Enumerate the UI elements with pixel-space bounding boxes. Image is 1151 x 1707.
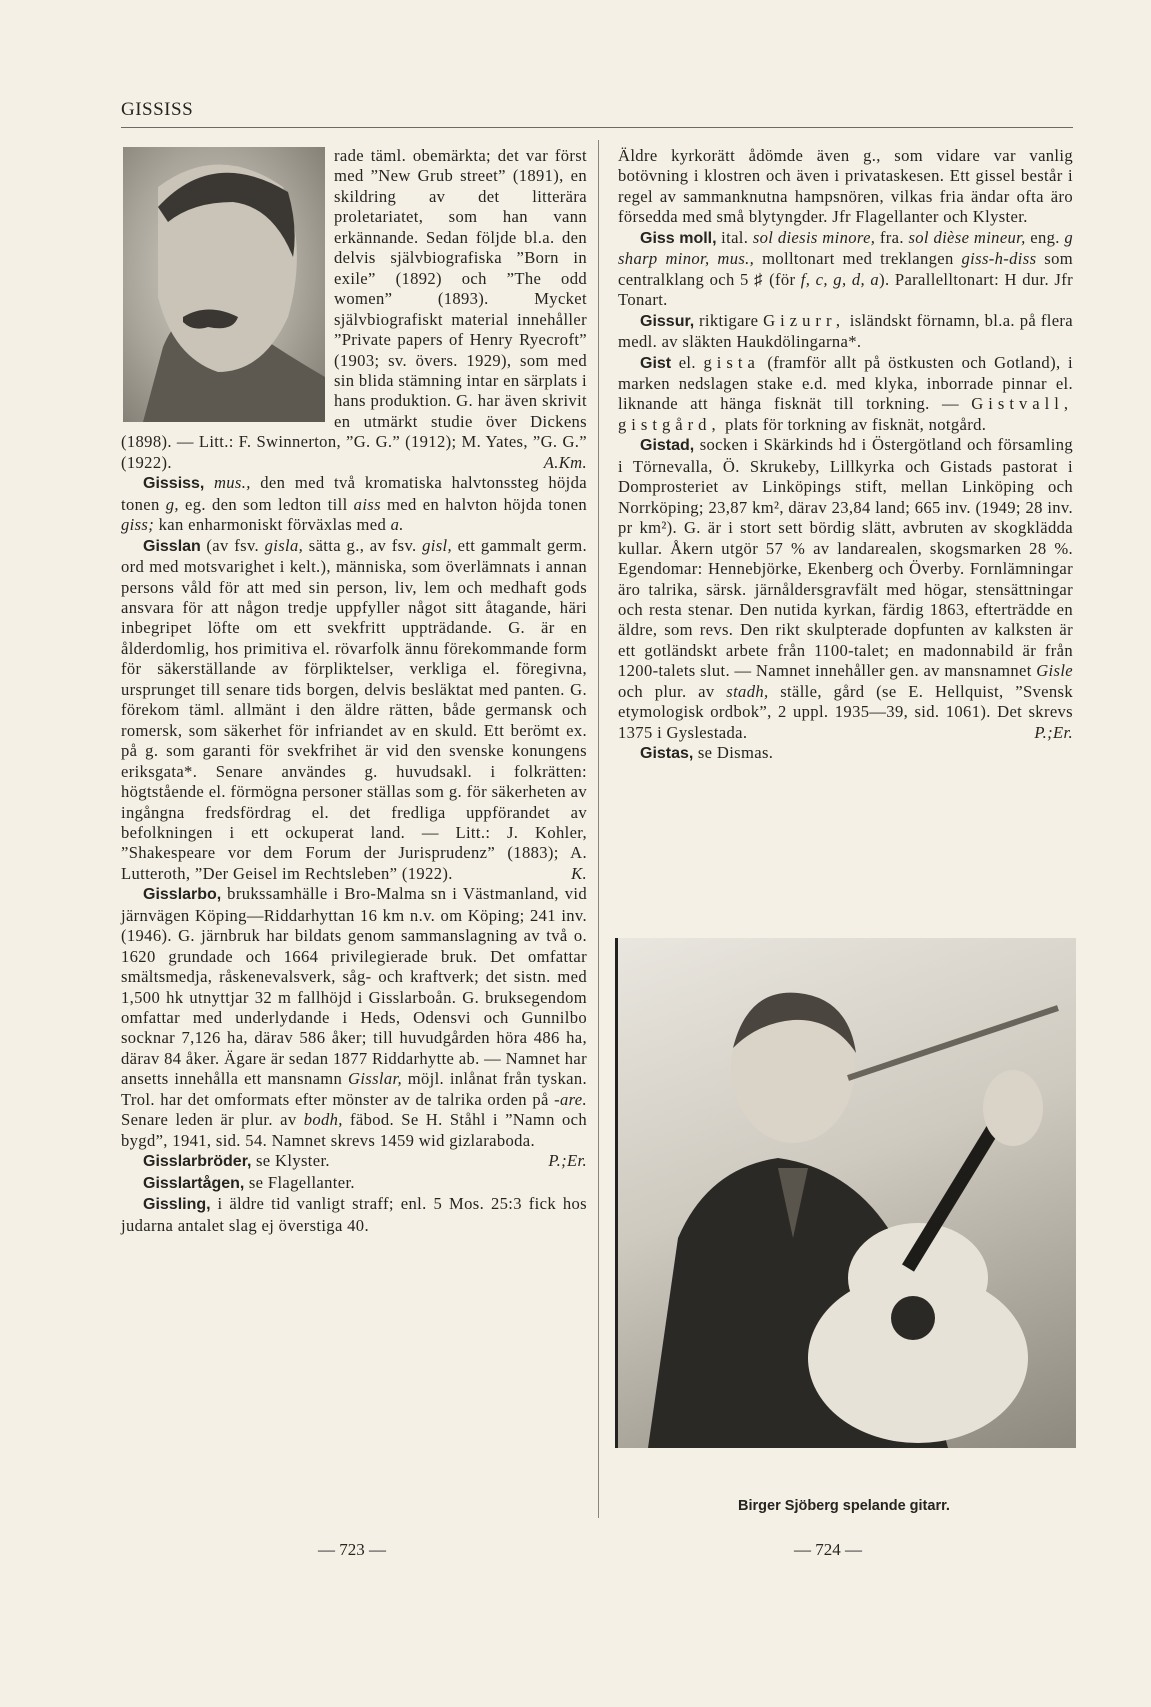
- entry-text: el.: [671, 352, 704, 372]
- author-signature: A.Km.: [543, 452, 587, 472]
- entry-text: (av fsv.: [200, 535, 265, 555]
- entry-headword: Gissur,: [640, 312, 695, 330]
- entry-text: i äldre tid vanligt straff; enl. 5 Mos. 25:3 fick hos judarna antalet slag ej överstiga 40.: [121, 1194, 587, 1235]
- entry-text: gisl,: [422, 535, 453, 555]
- entry-text: Gizurr,: [763, 310, 845, 330]
- right-column: [618, 146, 1073, 765]
- entry-text: Gisle: [1036, 661, 1073, 681]
- entry-text: se Flagellanter.: [244, 1172, 355, 1192]
- entry-text: den med två kromatiska halvtonssteg höjda tonen: [121, 473, 588, 514]
- guitarist-photo: [615, 938, 1076, 1448]
- page-number-left: — 723 —: [318, 1540, 386, 1559]
- entry-headword: Gistas,: [640, 745, 694, 763]
- entry-text: bodh,: [303, 1110, 343, 1130]
- entry-text: giss-h-diss: [961, 249, 1037, 269]
- entry-headword: Giss moll,: [640, 229, 717, 247]
- entry-text: f, c, g, d, a: [800, 269, 880, 289]
- dictionary-entry: [618, 311, 1073, 353]
- entry-text: g,: [165, 494, 179, 514]
- entry-text: brukssamhälle i Bro-Malma sn i Västmanland, vid järnvägen Köping—Riddarhyttan 16 km n.v. om Köping; 241 inv. (1946). G. järnbruk har bildats genom sammanslagning av två o. 1620 grundade och 1664 privilegierade bruk. Det omfattar smältsmedja, råskenevalsverk, såg- och kraftverk; det sistn. med 1,500 hk utnyttjar 32 m fallhöjd i Gisslarboån. G. bruksegendom omfattar med underlydande i Heds, Odensvi och Gunnilbo socknar 7,126 ha, därav 586 åker; till huvudgården höra 486 ha, därav 84 åker. Ägare är sedan 1877 Riddarhytte ab. — Namnet har ansetts innehålla ett mansnamn: [121, 884, 587, 1089]
- entry-text: -are.: [554, 1089, 587, 1109]
- entry-text: som centralklang och 5 ♯ (för: [618, 249, 1073, 289]
- column-divider: [598, 140, 599, 1518]
- dictionary-entry: [618, 435, 1073, 743]
- entry-text: sol diesis minore,: [752, 227, 876, 247]
- dictionary-entry: [618, 228, 1073, 311]
- author-signature: P.;Er.: [1034, 722, 1073, 742]
- entry-text: molltonart med treklangen: [754, 249, 962, 269]
- entry-text: aiss: [353, 494, 381, 514]
- entry-headword: Gisslartågen,: [143, 1174, 245, 1192]
- entry-text: giss;: [121, 515, 155, 535]
- left-column: [121, 146, 587, 1236]
- continued-text: [618, 146, 1073, 228]
- entry-headword: Gisslan: [143, 537, 201, 555]
- author-signature: K.: [571, 863, 587, 883]
- entry-text: mus.,: [213, 473, 251, 493]
- entry-text: möjl. inlånat från tyskan. Trol. har det omformats efter mönster av de talrika orden på: [121, 1069, 587, 1109]
- entry-text: se Klyster.: [251, 1151, 330, 1171]
- entry-headword: Gisslarbo,: [143, 886, 222, 904]
- entry-text: ett gammalt germ. ord med motsvarighet i kelt.), människa, som överlämnats i annan persons våld för att med sin person, liv, lem och medhaft gods ansvara för att någon tredje uppfyller något sitt åtagande, häri inbegripet löfte om ett svekfritt uppträdande. G. är en ålderdomlig, hos primitiva el. rövarfolk ännu förekommande form för säkerställande av förpliktelser, verkliga el. föregivna, ursprunget till senare tids borgen, delvis besläktat med panten. G. förekom täml. allmänt i den äldre rätten, både germansk och romersk, som säkerhet för infriandet av en skuld. Ett berömt ex. på g. som garanti för svekfrihet är vid den svenske konungens eriksgata*. Senare användes g. huvudsakl. i folkrätten: högtstående el. förmögna personer ställas som g. för säkerheten av ingångna fredsfördrag el. det fredliga uppförandet av befolkningen i ett ockuperat land. — Litt.: J. Kohler, ”Shakespeare vor dem Forum der Jurisprudenz” (1883); A. Lutteroth, ”Der Geisel im Rechtsleben” (1922).: [121, 535, 587, 883]
- entry-text: ställe, gård (se E. Hellquist, ”Svensk etymologisk ordbok”, 2 uppl. 1935—39, sid. 1061). Det skrevs 1375 i Gyslestada.: [618, 681, 1073, 742]
- entry-headword: Gisslarbröder,: [143, 1153, 252, 1171]
- entry-text: Gisslar,: [347, 1069, 402, 1089]
- photo-caption: Birger Sjöberg spelande gitarr.: [738, 1498, 950, 1514]
- dictionary-entry: [618, 743, 1073, 764]
- entry-text: rade täml. obemärkta; det var först med ”New Grub street” (1891), en skildring av det litterära proletariatet, som han vann erkännande. Sedan följde bl.a. den delvis självbiografiska ”Born in exile” (1892) och ”The odd women” (1893). Mycket självbiografiskt material innehåller ”Private papers of Henry Ryecroft” (1903; sv. övers. 1929), som med sin blida stämning intar en särplats i hans produktion. G. har även skrivit en utmärkt studie över Dickens (1898). — Litt.: F. Swinnerton, ”G. G.” (1912); M. Yates, ”G. G.” (1922).: [121, 146, 587, 472]
- entry-text: Senare leden är plur. av: [121, 1110, 304, 1130]
- entry-text: stadh,: [726, 681, 769, 701]
- entry-text: socken i Skärkinds hd i Östergötland och församling i Törnevalla, Ö. Skrukeby, Lillkyrka och Gistads pastorat i Domprosteriet av Linköpings stift, mellan Linköping och Norrköping; 23,87 km², därav 23,84 land; 665 inv. (1949; 28 inv. pr km²). G. är i stort sett bördig slätt, avbruten av skogklädda kullar. Åkern utgör 57 % av landarealen, skogsmarken 28 %. Egendomar: Hennebjörke, Ekenberg och Överby. Fornlämningar äro talrika, särsk. järnåldersgravfält med högar, stensättningar och resta stenar. Den nutida kyrkan, färdig 1863, efterträdde en äldre, som revs. Den rikt skulpterade dopfunten av kalksten är ett gotländskt arbete från 1100-talet; en madonnabild är från 1200-talets slut. — Namnet innehåller gen. av mansnamnet: [618, 435, 1073, 681]
- header-rule: [121, 127, 1073, 128]
- entry-text: fra.: [875, 227, 909, 247]
- entry-text: sätta g., av fsv.: [303, 535, 423, 555]
- entry-text: plats för torkning av fisknät, notgård.: [720, 414, 987, 434]
- dictionary-entry: [121, 1151, 587, 1172]
- entry-text: ital.: [716, 227, 753, 247]
- entry-text: med en halvton höjda tonen: [380, 494, 587, 514]
- entry-headword: Gistad,: [640, 437, 695, 455]
- entry-text: (framför allt på östkusten och Gotland), i marken nedslagen stake e.d. med klyka, inborrade pinnar el. liknande att hänga fisknät till torkning. —: [618, 352, 1073, 414]
- entry-text: eg. den som ledton till: [178, 494, 354, 514]
- entry-text: Äldre kyrkorätt ådömde även g., som vidare var vanlig botövning i klostren och även i privataskesen. Ett gissel består i regel av sammanknutna hampsnören, vilkas fria ändar ofta äro försedda med små blytyngder. Jfr Flagellanter och Klyster.: [618, 146, 1073, 227]
- dictionary-entry: [121, 536, 587, 885]
- entry-text: gista: [703, 352, 760, 372]
- entry-text: a.: [390, 515, 404, 535]
- entry-text: eng.: [1025, 227, 1065, 247]
- entry-text: g sharp minor, mus.,: [618, 227, 1073, 269]
- entry-text: och plur. av: [618, 681, 727, 701]
- dictionary-entry: [121, 1173, 587, 1194]
- entry-text: se Dismas.: [693, 743, 774, 763]
- entry-text: gisla,: [264, 535, 304, 555]
- author-signature: P.;Er.: [548, 1151, 587, 1171]
- entry-text: sol dièse mineur,: [908, 227, 1026, 247]
- entry-text: riktigare: [694, 310, 764, 330]
- entry-text: isländskt förnamn, bl.a. på flera medl. av släkten Haukdölingarna*.: [618, 310, 1073, 352]
- entry-text: kan enharmoniskt förväxlas med: [154, 515, 391, 535]
- dictionary-entry: [121, 1194, 587, 1236]
- entry-headword: Gist: [640, 354, 672, 372]
- dictionary-entry: [618, 353, 1073, 436]
- page-number-right: — 724 —: [794, 1540, 862, 1559]
- entry-text: ). Parallelltonart: H dur. Jfr Tonart.: [618, 269, 1073, 310]
- entry-headword: Gissling,: [143, 1196, 211, 1214]
- entry-text: Gistvall, gistgård,: [618, 394, 1073, 434]
- portrait-photo: [123, 147, 325, 422]
- running-head: GISSISS: [121, 99, 194, 120]
- dictionary-entry: [121, 473, 587, 535]
- entry-text: [204, 473, 214, 492]
- entry-headword: Gississ,: [143, 475, 205, 493]
- entry-text: fäbod. Se H. Ståhl i ”Namn och bygd”, 1941, sid. 54. Namnet skrevs 1459 wid gizlaraboda.: [121, 1110, 587, 1150]
